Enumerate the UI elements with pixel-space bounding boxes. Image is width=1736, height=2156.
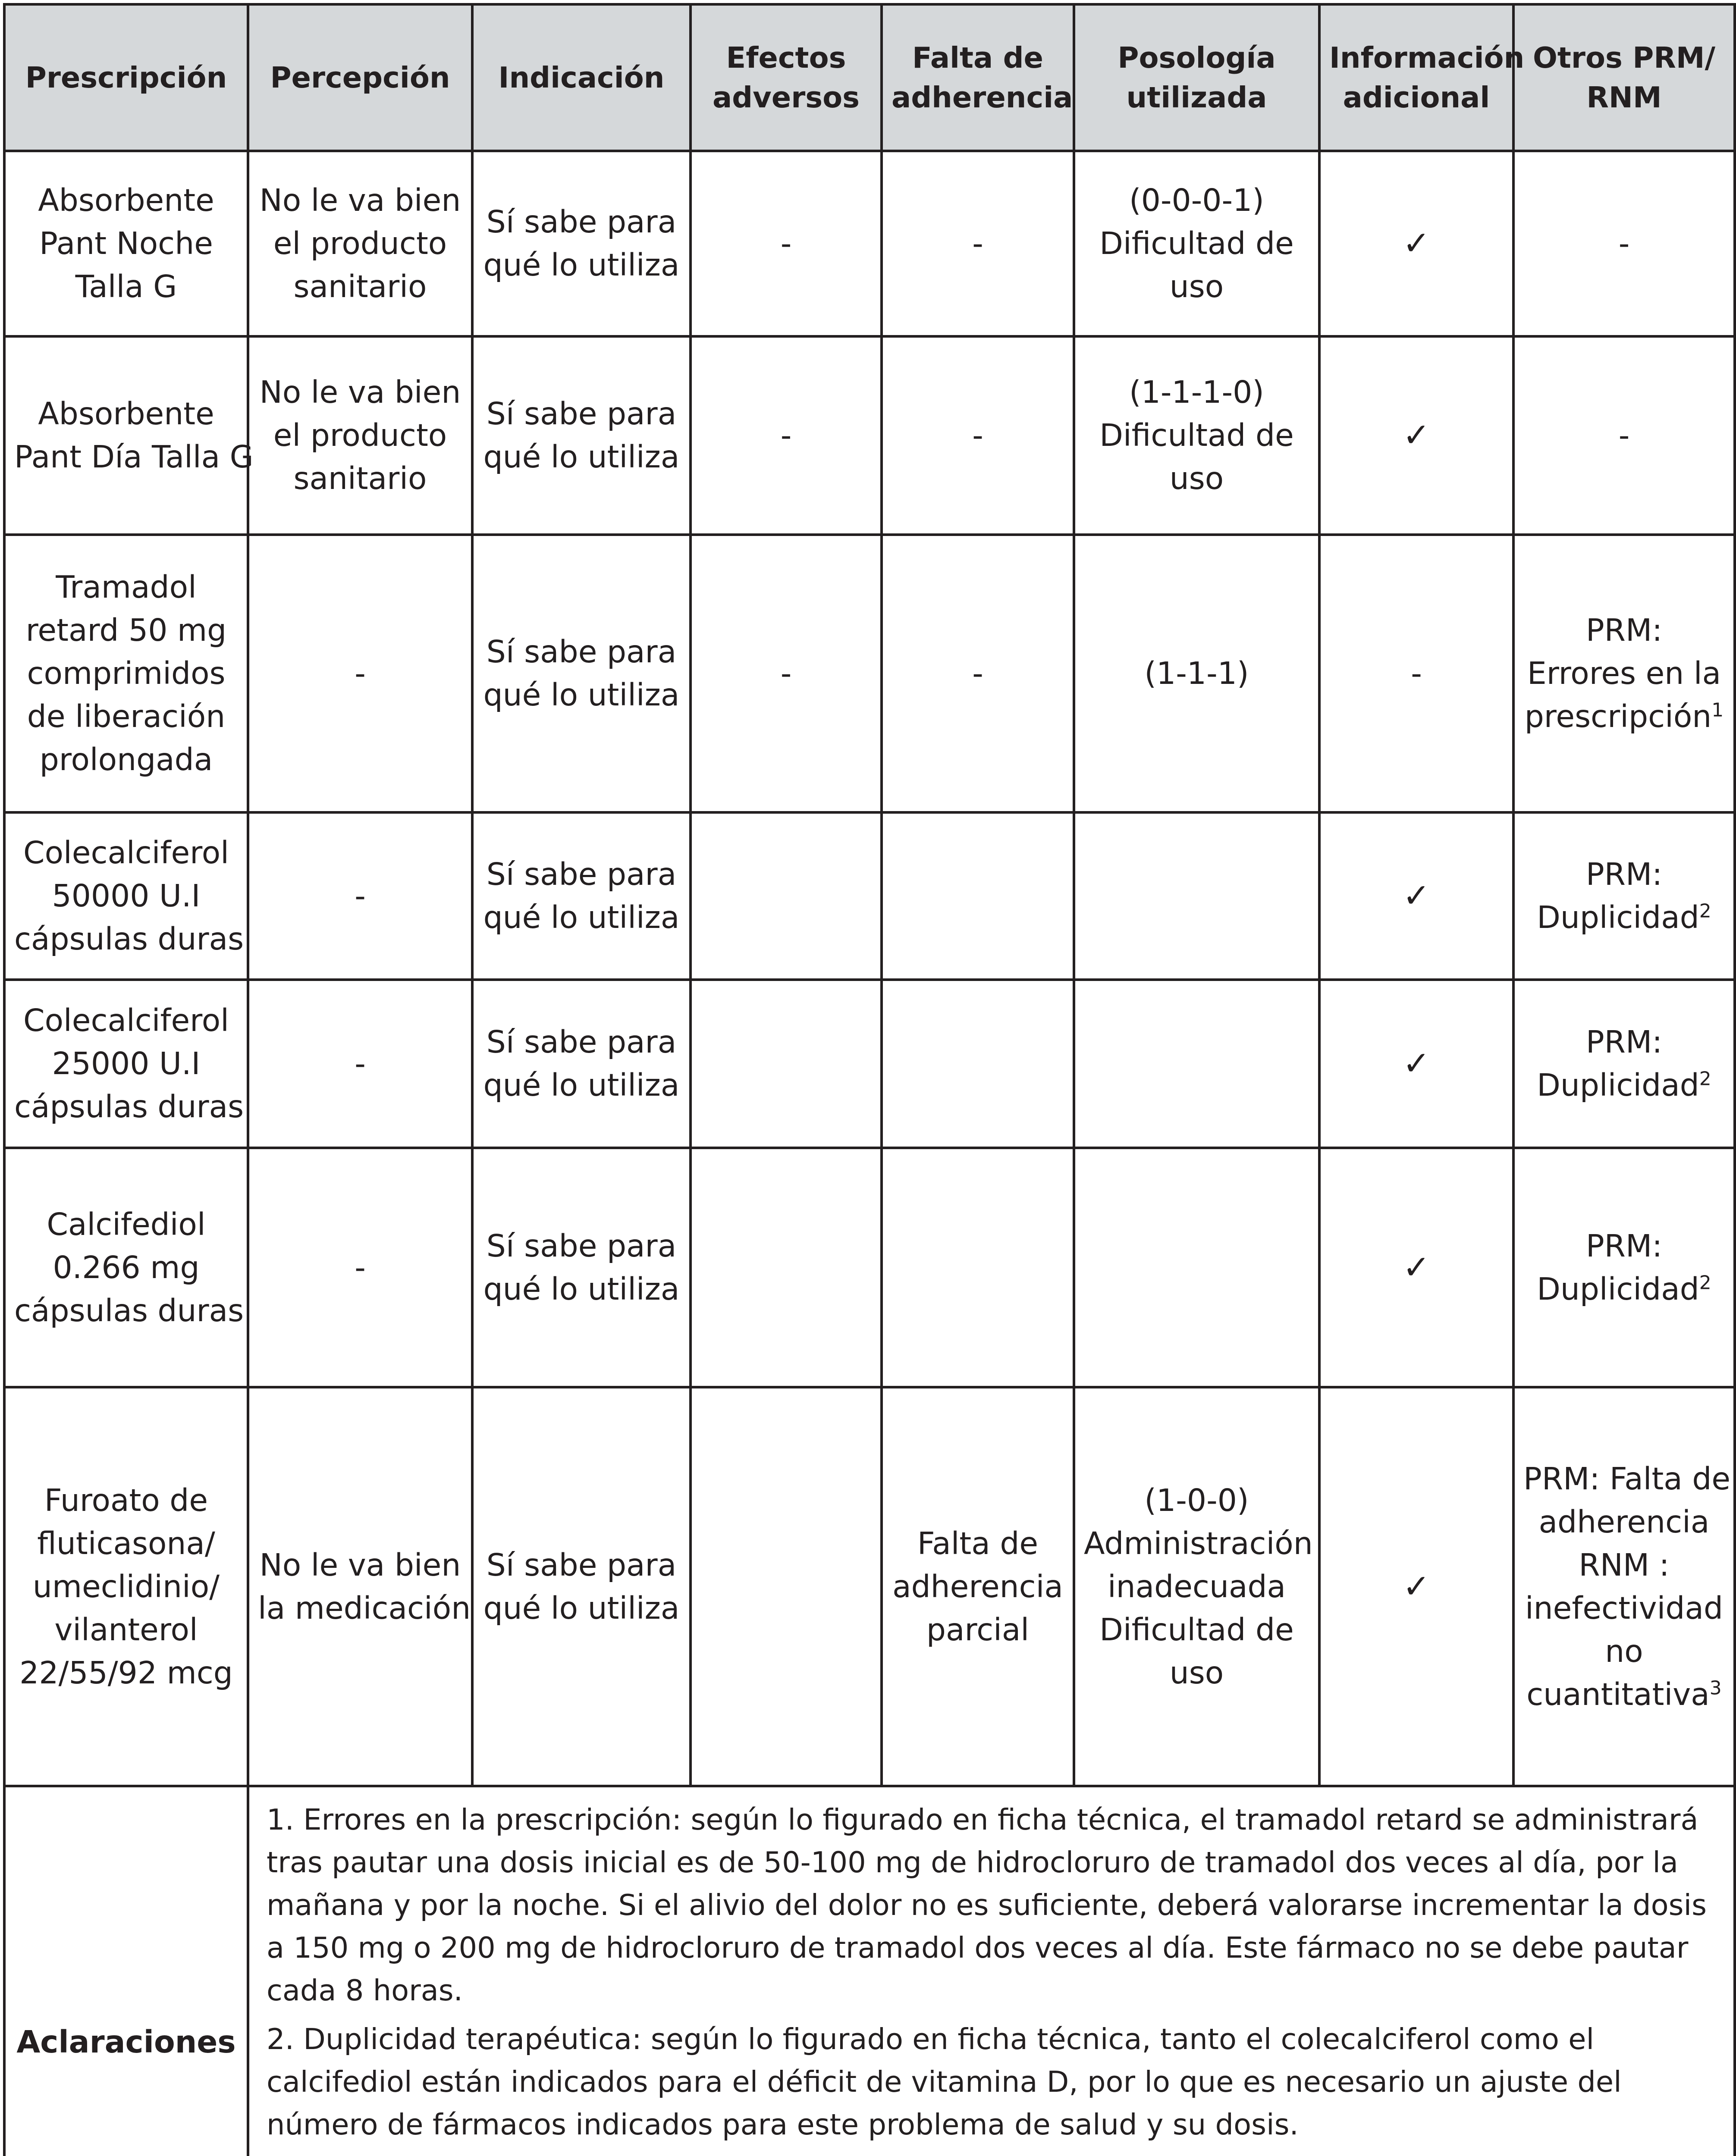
footnote-ref: 1 xyxy=(1711,699,1724,721)
cell-info xyxy=(1319,980,1513,1148)
cell-line xyxy=(1084,1565,1309,1608)
cell-line xyxy=(14,609,238,652)
cell-otros xyxy=(1513,535,1735,812)
cell-line xyxy=(258,265,462,308)
cell-line-text: parcial xyxy=(926,1611,1030,1648)
cell-line-text: de liberación xyxy=(27,699,226,734)
col-header-prescripcion: Prescripción xyxy=(4,4,248,151)
footnote-ref: 3 xyxy=(1709,1677,1722,1699)
cell-otros xyxy=(1513,1148,1735,1387)
cell-line xyxy=(1523,1630,1725,1673)
cell-line xyxy=(258,179,462,222)
cell-line-text: PRM: xyxy=(1585,856,1663,892)
cell-text: - xyxy=(1411,655,1422,691)
cell-line-text: Absorbente xyxy=(38,182,214,218)
cell-line xyxy=(482,674,681,717)
cell-line-text: no xyxy=(1605,1633,1643,1669)
table-row xyxy=(4,1387,1735,1786)
cell-text: - xyxy=(972,226,983,261)
cell-line xyxy=(14,1203,238,1246)
cell-percepcion xyxy=(248,1148,472,1387)
cell-prescripcion xyxy=(4,151,248,336)
cell-prescripcion xyxy=(4,980,248,1148)
cell-line xyxy=(14,1651,238,1695)
cell-posologia xyxy=(1074,1387,1319,1786)
cell-falta xyxy=(882,980,1074,1148)
cell-line-text: uso xyxy=(1169,461,1224,496)
cell-text: - xyxy=(780,226,792,261)
cell-prescripcion xyxy=(4,812,248,980)
cell-line-text: PRM: xyxy=(1585,612,1663,648)
footnote-ref: 2 xyxy=(1699,900,1711,922)
cell-indicacion xyxy=(472,1387,691,1786)
cell-line xyxy=(482,630,681,674)
cell-text: - xyxy=(355,1046,366,1081)
table-row xyxy=(4,336,1735,535)
cell-line-text: inefectividad xyxy=(1525,1590,1723,1626)
cell-line xyxy=(482,1268,681,1311)
footnote-ref: 2 xyxy=(1699,1271,1711,1294)
cell-text: - xyxy=(355,878,366,914)
cell-efectos xyxy=(691,812,882,980)
cell-line-text: Colecalciferol xyxy=(23,835,229,871)
cell-line-text: No le va bien xyxy=(259,1547,461,1583)
cell-line-text: inadecuada xyxy=(1107,1568,1286,1604)
cell-line xyxy=(482,853,681,896)
cell-line-text: 0.266 mg xyxy=(53,1249,200,1285)
checkmark-icon: ✓ xyxy=(1403,1567,1430,1605)
cell-line-text: 50000 U.I xyxy=(52,878,201,914)
note-3 xyxy=(267,2152,1720,2156)
cell-line xyxy=(14,1479,238,1522)
col-header-percepcion: Percepción xyxy=(248,4,472,151)
cell-otros xyxy=(1513,1387,1735,1786)
cell-line xyxy=(482,1544,681,1587)
cell-line xyxy=(14,1085,244,1128)
cell-line-text: Duplicidad xyxy=(1537,1271,1699,1307)
cell-indicacion xyxy=(472,980,691,1148)
cell-line-text: (0-0-0-1) xyxy=(1129,182,1264,218)
cell-posologia xyxy=(1074,336,1319,535)
cell-line xyxy=(1523,1501,1725,1544)
col-header-efectos-adversos: Efectos adversos xyxy=(691,4,882,151)
cell-line-text: el producto xyxy=(273,417,447,453)
cell-line xyxy=(1084,1651,1309,1695)
cell-line xyxy=(1523,1587,1725,1630)
cell-line xyxy=(482,896,681,939)
cell-line xyxy=(14,999,238,1042)
cell-otros xyxy=(1513,336,1735,535)
cell-line xyxy=(14,738,238,781)
table-row xyxy=(4,980,1735,1148)
cell-line xyxy=(1084,265,1309,308)
cell-line-text: Talla G xyxy=(75,269,177,304)
cell-line-text: Tramadol xyxy=(56,569,197,605)
cell-info xyxy=(1319,535,1513,812)
cell-line-text: Duplicidad xyxy=(1537,1067,1699,1103)
cell-line-text: sanitario xyxy=(293,461,427,496)
cell-line-text: el producto xyxy=(273,226,447,261)
cell-prescripcion xyxy=(4,535,248,812)
cell-line xyxy=(258,1544,462,1587)
cell-prescripcion xyxy=(4,336,254,535)
cell-text: - xyxy=(355,655,366,691)
cell-text: - xyxy=(972,417,983,453)
cell-falta xyxy=(882,1387,1074,1786)
cell-line-text: Calcifediol xyxy=(47,1206,206,1242)
cell-line-text: Dificultad de xyxy=(1099,1611,1294,1648)
cell-line xyxy=(1523,1021,1725,1064)
cell-line-text: (1-1-1) xyxy=(1144,655,1249,691)
col-header-otros: Otros PRM/ RNM xyxy=(1513,4,1735,151)
cell-line-text: RNM : xyxy=(1579,1547,1670,1583)
cell-falta xyxy=(882,812,1074,980)
cell-line xyxy=(1523,1544,1725,1587)
cell-info xyxy=(1319,151,1513,336)
cell-line xyxy=(1084,414,1309,457)
cell-falta xyxy=(882,535,1074,812)
cell-line xyxy=(1084,652,1309,695)
cell-line-text: Administración xyxy=(1084,1525,1313,1561)
cell-info xyxy=(1319,336,1513,535)
cell-line-text: uso xyxy=(1169,269,1224,304)
cell-text: - xyxy=(780,417,792,453)
cell-line-text: qué lo utiliza xyxy=(483,1271,680,1307)
cell-indicacion xyxy=(472,151,691,336)
cell-otros xyxy=(1513,812,1735,980)
cell-posologia xyxy=(1074,1148,1319,1387)
cell-info xyxy=(1319,812,1513,980)
cell-indicacion xyxy=(472,336,691,535)
cell-line xyxy=(482,1064,681,1107)
cell-posologia xyxy=(1074,812,1319,980)
cell-line xyxy=(14,179,238,222)
cell-line-text: Sí sabe para xyxy=(486,204,677,240)
cell-percepcion xyxy=(248,336,472,535)
aclaraciones-label-text: Aclaraciones xyxy=(16,2024,236,2060)
aclaraciones-row xyxy=(4,1786,1735,2156)
table-row xyxy=(4,535,1735,812)
cell-line xyxy=(14,1042,238,1085)
cell-line xyxy=(258,1587,471,1630)
cell-line-text: Absorbente xyxy=(38,396,214,432)
cell-line xyxy=(14,265,238,308)
cell-efectos xyxy=(691,336,882,535)
cell-line-text: retard 50 mg xyxy=(25,612,227,648)
cell-line-text: sanitario xyxy=(293,269,427,304)
cell-prescripcion xyxy=(4,1387,248,1786)
cell-text: - xyxy=(972,655,983,691)
cell-line xyxy=(892,1522,1064,1565)
note-2: 2. Duplicidad terapéutica: según lo figurado en ficha técnica, tanto el colecalciferol como el calcifediol están indicados para el déficit de vitamina D, por lo que es necesario un ajuste del número de fármacos indicados para este problema de salud y su dosis. xyxy=(267,2022,1622,2141)
cell-line xyxy=(1523,1225,1725,1268)
cell-line-text: qué lo utiliza xyxy=(483,439,680,475)
cell-line-text: Sí sabe para xyxy=(486,1024,677,1060)
cell-line xyxy=(482,1021,681,1064)
cell-line-text: (1-0-0) xyxy=(1144,1482,1249,1518)
cell-line xyxy=(1084,222,1309,265)
cell-line-text: qué lo utiliza xyxy=(483,677,680,713)
cell-line-text: Sí sabe para xyxy=(486,1547,677,1583)
cell-line xyxy=(1523,1268,1725,1311)
cell-line xyxy=(14,652,238,695)
cell-efectos xyxy=(691,535,882,812)
cell-info xyxy=(1319,1387,1513,1786)
cell-line xyxy=(14,392,238,436)
cell-line xyxy=(1084,1522,1313,1565)
cell-line xyxy=(14,566,238,609)
col-header-informacion: Información adicional xyxy=(1319,4,1513,151)
cell-line xyxy=(258,222,462,265)
cell-line-text: Errores en la xyxy=(1527,655,1721,691)
cell-line-text: Sí sabe para xyxy=(486,1228,677,1264)
cell-line xyxy=(14,695,238,738)
cell-line xyxy=(14,918,244,961)
cell-line xyxy=(14,1289,244,1332)
cell-line-text: 22/55/92 mcg xyxy=(19,1655,233,1691)
table-row xyxy=(4,812,1735,980)
cell-line xyxy=(482,244,681,287)
cell-line-text: prolongada xyxy=(39,742,213,777)
cell-line-text: qué lo utiliza xyxy=(483,1590,680,1626)
cell-line-text: qué lo utiliza xyxy=(483,899,680,935)
cell-line xyxy=(482,201,681,244)
cell-indicacion xyxy=(472,812,691,980)
cell-line xyxy=(1523,1673,1725,1716)
checkmark-icon: ✓ xyxy=(1403,224,1430,262)
cell-line-text: cuantitativa xyxy=(1526,1676,1710,1712)
cell-line-text: cápsulas duras xyxy=(14,921,244,957)
note-1: 1. Errores en la prescripción: según lo figurado en ficha técnica, el tramadol retard se administrará tras pautar una dosis inicial es de 50-100 mg de hidrocloruro de tramadol dos veces al día, por la mañana y por la noche. Si el alivio del dolor no es suficiente, deberá valorarse incrementar la dosis a 150 mg o 200 mg de hidrocloruro de tramadol dos veces al día. Este fármaco no se debe pautar cada 8 horas. xyxy=(267,1802,1707,2007)
cell-line xyxy=(1523,1064,1725,1107)
table-body xyxy=(4,151,1735,2156)
cell-line xyxy=(14,1522,238,1565)
cell-info xyxy=(1319,1148,1513,1387)
cell-falta xyxy=(882,151,1074,336)
cell-line-text: uso xyxy=(1169,1655,1224,1691)
checkmark-icon: ✓ xyxy=(1403,1247,1430,1286)
cell-line xyxy=(1523,896,1725,939)
cell-line xyxy=(482,1587,681,1630)
cell-line-text: vilanterol xyxy=(54,1611,198,1648)
cell-efectos xyxy=(691,980,882,1148)
cell-line-text: cápsulas duras xyxy=(14,1089,244,1125)
cell-line-text: cápsulas duras xyxy=(14,1292,244,1329)
cell-line xyxy=(1084,179,1309,222)
cell-line-text: Duplicidad xyxy=(1537,899,1699,935)
cell-line-text: comprimidos xyxy=(27,655,226,691)
cell-line xyxy=(482,436,681,479)
cell-otros xyxy=(1513,980,1735,1148)
cell-line-text: Sí sabe para xyxy=(486,856,677,892)
cell-percepcion xyxy=(248,1387,472,1786)
cell-percepcion xyxy=(248,980,472,1148)
cell-line xyxy=(1084,457,1309,500)
cell-indicacion xyxy=(472,1148,691,1387)
cell-line-text: 25000 U.I xyxy=(52,1046,201,1081)
cell-line-text: PRM: xyxy=(1585,1228,1663,1264)
cell-efectos xyxy=(691,1387,882,1786)
cell-text: - xyxy=(1618,417,1630,453)
cell-line xyxy=(258,414,462,457)
cell-line xyxy=(1523,652,1725,695)
cell-posologia xyxy=(1074,980,1319,1148)
cell-line xyxy=(1084,371,1309,414)
cell-line xyxy=(892,1608,1064,1651)
cell-line-text: Pant Día Talla G xyxy=(14,439,254,475)
cell-text: - xyxy=(355,1249,366,1285)
cell-line xyxy=(14,1565,238,1608)
cell-line-text: PRM: Falta de xyxy=(1523,1460,1731,1497)
header-row xyxy=(4,4,1735,151)
cell-line xyxy=(14,222,238,265)
cell-line xyxy=(14,874,238,918)
cell-otros xyxy=(1513,151,1735,336)
cell-line-text: adherencia xyxy=(1538,1504,1710,1540)
checkmark-icon: ✓ xyxy=(1403,416,1430,454)
cell-text: - xyxy=(1618,226,1630,261)
cell-line xyxy=(482,1225,681,1268)
checkmark-icon: ✓ xyxy=(1403,1044,1430,1082)
medication-table xyxy=(3,3,1736,2156)
col-header-falta-adherencia: Falta de adherencia xyxy=(882,4,1074,151)
cell-falta xyxy=(882,1148,1074,1387)
cell-line xyxy=(1084,1608,1309,1651)
cell-line-text: Falta de xyxy=(917,1525,1039,1561)
checkmark-icon: ✓ xyxy=(1403,876,1430,915)
cell-line-text: Dificultad de xyxy=(1099,417,1294,453)
col-header-indicacion: Indicación xyxy=(472,4,691,151)
cell-efectos xyxy=(691,1148,882,1387)
cell-line xyxy=(258,457,462,500)
cell-line-text: Furoato de xyxy=(44,1482,208,1518)
cell-percepcion xyxy=(248,535,472,812)
cell-line-text: umeclidinio/ xyxy=(32,1568,220,1604)
cell-line-text: fluticasona/ xyxy=(37,1525,215,1561)
cell-line xyxy=(14,1608,238,1651)
cell-line-text: adherencia xyxy=(892,1568,1063,1604)
cell-line-text: PRM: xyxy=(1585,1024,1663,1060)
cell-line xyxy=(14,1246,238,1289)
cell-line xyxy=(892,1565,1064,1608)
cell-line-text: Dificultad de xyxy=(1099,226,1294,261)
cell-line-text: Colecalciferol xyxy=(23,1003,229,1038)
cell-line-text: qué lo utiliza xyxy=(483,1067,680,1103)
cell-line xyxy=(258,371,462,414)
cell-posologia xyxy=(1074,535,1319,812)
cell-percepcion xyxy=(248,812,472,980)
col-header-posologia: Posología utilizada xyxy=(1074,4,1319,151)
cell-line xyxy=(482,392,681,436)
cell-line-text: la medicación xyxy=(258,1590,471,1626)
cell-efectos xyxy=(691,151,882,336)
cell-line xyxy=(1523,609,1725,652)
cell-line-text: qué lo utiliza xyxy=(483,247,680,283)
cell-line-text: (1-1-1-0) xyxy=(1129,374,1264,410)
cell-line xyxy=(1084,1479,1309,1522)
table-row xyxy=(4,1148,1735,1387)
cell-indicacion xyxy=(472,535,691,812)
cell-line-text: No le va bien xyxy=(259,182,461,218)
cell-line-text: Sí sabe para xyxy=(486,396,677,432)
cell-percepcion xyxy=(248,151,472,336)
cell-prescripcion xyxy=(4,1148,248,1387)
cell-posologia xyxy=(1074,151,1319,336)
cell-line-text: Sí sabe para xyxy=(486,634,677,670)
footnote-ref: 2 xyxy=(1699,1068,1711,1090)
cell-line-text: No le va bien xyxy=(259,374,461,410)
cell-line xyxy=(14,831,238,874)
aclaraciones-notes xyxy=(248,1786,1735,2156)
cell-line xyxy=(1523,853,1725,896)
cell-falta xyxy=(882,336,1074,535)
cell-line xyxy=(1523,1457,1731,1501)
cell-line-text: prescripción xyxy=(1524,699,1712,734)
cell-text: - xyxy=(780,655,792,691)
aclaraciones-label xyxy=(4,1786,248,2156)
cell-line xyxy=(14,436,254,479)
cell-line-text: Pant Noche xyxy=(39,226,213,261)
cell-line xyxy=(1523,695,1725,738)
table-row xyxy=(4,151,1735,336)
